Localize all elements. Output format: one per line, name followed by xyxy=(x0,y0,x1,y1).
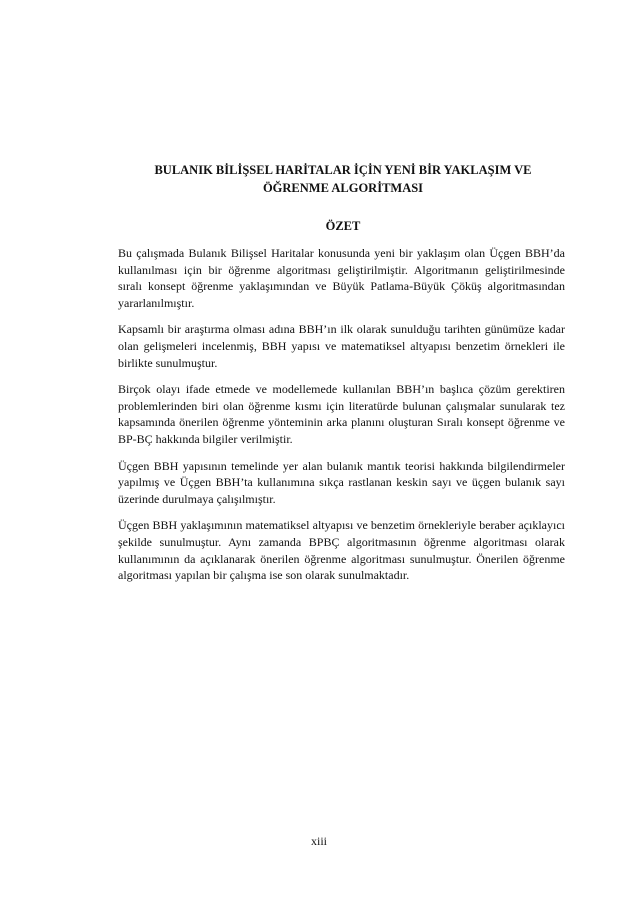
abstract-body xyxy=(118,245,565,594)
paragraph: Birçok olayı ifade etmede ve modellemede kullanılan BBH’ın başlıca çözüm gerektiren problemlerinden biri olan öğrenme kısmı için literatürde bulunan çalışmalar sunularak tez kapsamında önerilen öğrenme yönteminin arka planını oluşturan Sıralı konsept öğrenme ve BP-BÇ hakkında bilgiler verilmiştir. xyxy=(118,382,565,446)
document-title xyxy=(118,161,568,197)
paragraph: Üçgen BBH yaklaşımının matematiksel altyapısı ve benzetim örnekleriyle beraber açıklayıcı şekilde sunulmuştur. Aynı zamanda BPBÇ algoritmasının öğrenme algoritması olarak kullanımının da açıklanarak önerilen öğrenme algoritması sunulmuştur. Önerilen öğrenme algoritması yapılan bir çalışma ise son olarak sunulmaktadır. xyxy=(118,518,565,583)
paragraph: Kapsamlı bir araştırma olması adına BBH’ın ilk olarak sunulduğu tarihten günümüze kadar olan gelişmeleri incelenmiş, BBH yapısı ve matematiksel altyapısı benzetim örnekleri ile birlikte sunulmuştur. xyxy=(118,322,565,370)
paragraph: Bu çalışmada Bulanık Bilişsel Haritalar konusunda yeni bir yaklaşım olan Üçgen BBH’da kullanılması için bir öğrenme algoritması geliştirilmiştir. Algoritmanın geliştirilmesinde sıralı konsept öğrenme yaklaşımından ve Büyük Patlama-Büyük Çöküş algoritmasından yararlanılmıştır. xyxy=(118,246,565,310)
page-number: xiii xyxy=(310,834,327,848)
title-line-1: BULANIK BİLİŞSEL HARİTALAR İÇİN YENİ BİR YAKLAŞIM VE xyxy=(154,163,532,177)
paragraph: Üçgen BBH yapısının temelinde yer alan bulanık mantık teorisi hakkında bilgilendirmeler yapılmış ve Üçgen BBH’ta kullanımına sıkça rastlanan keskin sayı ve üçgen bulanık sayı üzerinde durulmaya çalışılmıştır. xyxy=(118,458,565,506)
section-heading: ÖZET xyxy=(325,219,361,233)
title-line-2: ÖĞRENME ALGORİTMASI xyxy=(262,181,424,195)
